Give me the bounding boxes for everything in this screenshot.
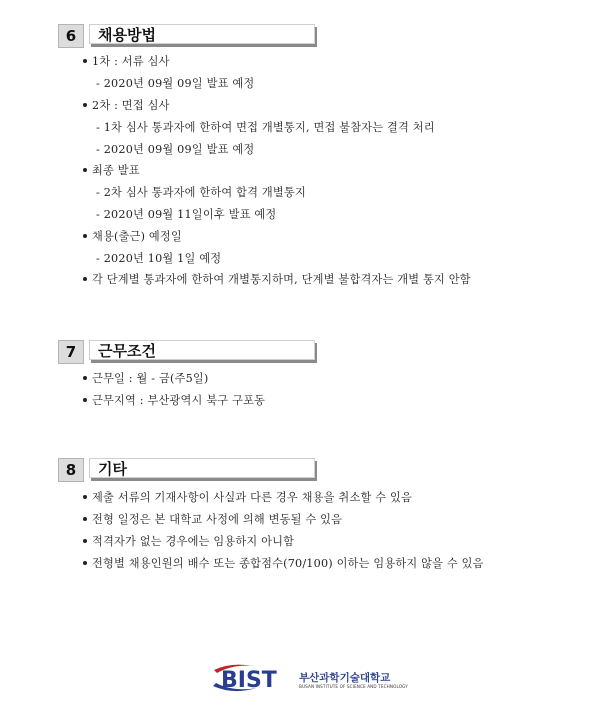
list-item: 2차 : 면접 심사 xyxy=(92,99,170,112)
section-8-header xyxy=(58,458,318,482)
school-name-en: BUSAN INSTITUTE OF SCIENCE AND TECHNOLOGY xyxy=(299,684,408,689)
list-item: 최종 발표 xyxy=(92,164,140,177)
list-subitem: - 2020년 09월 11일이후 발표 예정 xyxy=(96,208,277,221)
list-subitem: - 1차 심사 통과자에 한하여 면접 개별통지, 면접 불참자는 결격 처리 xyxy=(96,121,435,134)
section-7-header xyxy=(58,340,318,364)
school-name: 부산과학기술대학교 xyxy=(299,672,391,684)
list-item: 전형 일정은 본 대학교 사정에 의해 변동될 수 있음 xyxy=(92,513,343,526)
list-subitem: - 2020년 09월 09일 발표 예정 xyxy=(96,143,255,156)
bist-logo-icon xyxy=(211,661,297,695)
list-item: 채용(출근) 예정일 xyxy=(92,230,182,243)
list-subitem: - 2020년 09월 09일 발표 예정 xyxy=(96,77,255,90)
section-title: 채용방법 xyxy=(89,24,315,44)
list-subitem: - 2020년 10월 1일 예정 xyxy=(96,252,222,265)
svg-text:BIST: BIST xyxy=(221,668,277,693)
list-item: 전형별 채용인원의 배수 또는 종합점수(70/100) 이하는 임용하지 않을 수 있음 xyxy=(92,557,484,570)
list-item: 근무지역 : 부산광역시 북구 구포동 xyxy=(92,394,266,407)
list-item: 각 단계별 통과자에 한하여 개별통지하며, 단계별 불합격자는 개별 통지 안함 xyxy=(92,273,471,286)
section-title: 근무조건 xyxy=(89,340,315,360)
section-number: 7 xyxy=(58,340,84,364)
list-item: 적격자가 없는 경우에는 임용하지 아니함 xyxy=(92,535,295,548)
list-item: 제출 서류의 기재사항이 사실과 다른 경우 채용을 취소할 수 있음 xyxy=(92,491,412,504)
section-number: 6 xyxy=(58,24,84,48)
list-item: 근무일 : 월 - 금(주5일) xyxy=(92,372,209,385)
section-title: 기타 xyxy=(89,458,315,478)
section-6-header xyxy=(58,24,318,48)
section-number: 8 xyxy=(58,458,84,482)
list-item: 1차 : 서류 심사 xyxy=(92,55,170,68)
footer-logo xyxy=(211,661,411,701)
list-subitem: - 2차 심사 통과자에 한하여 합격 개별통지 xyxy=(96,186,306,199)
